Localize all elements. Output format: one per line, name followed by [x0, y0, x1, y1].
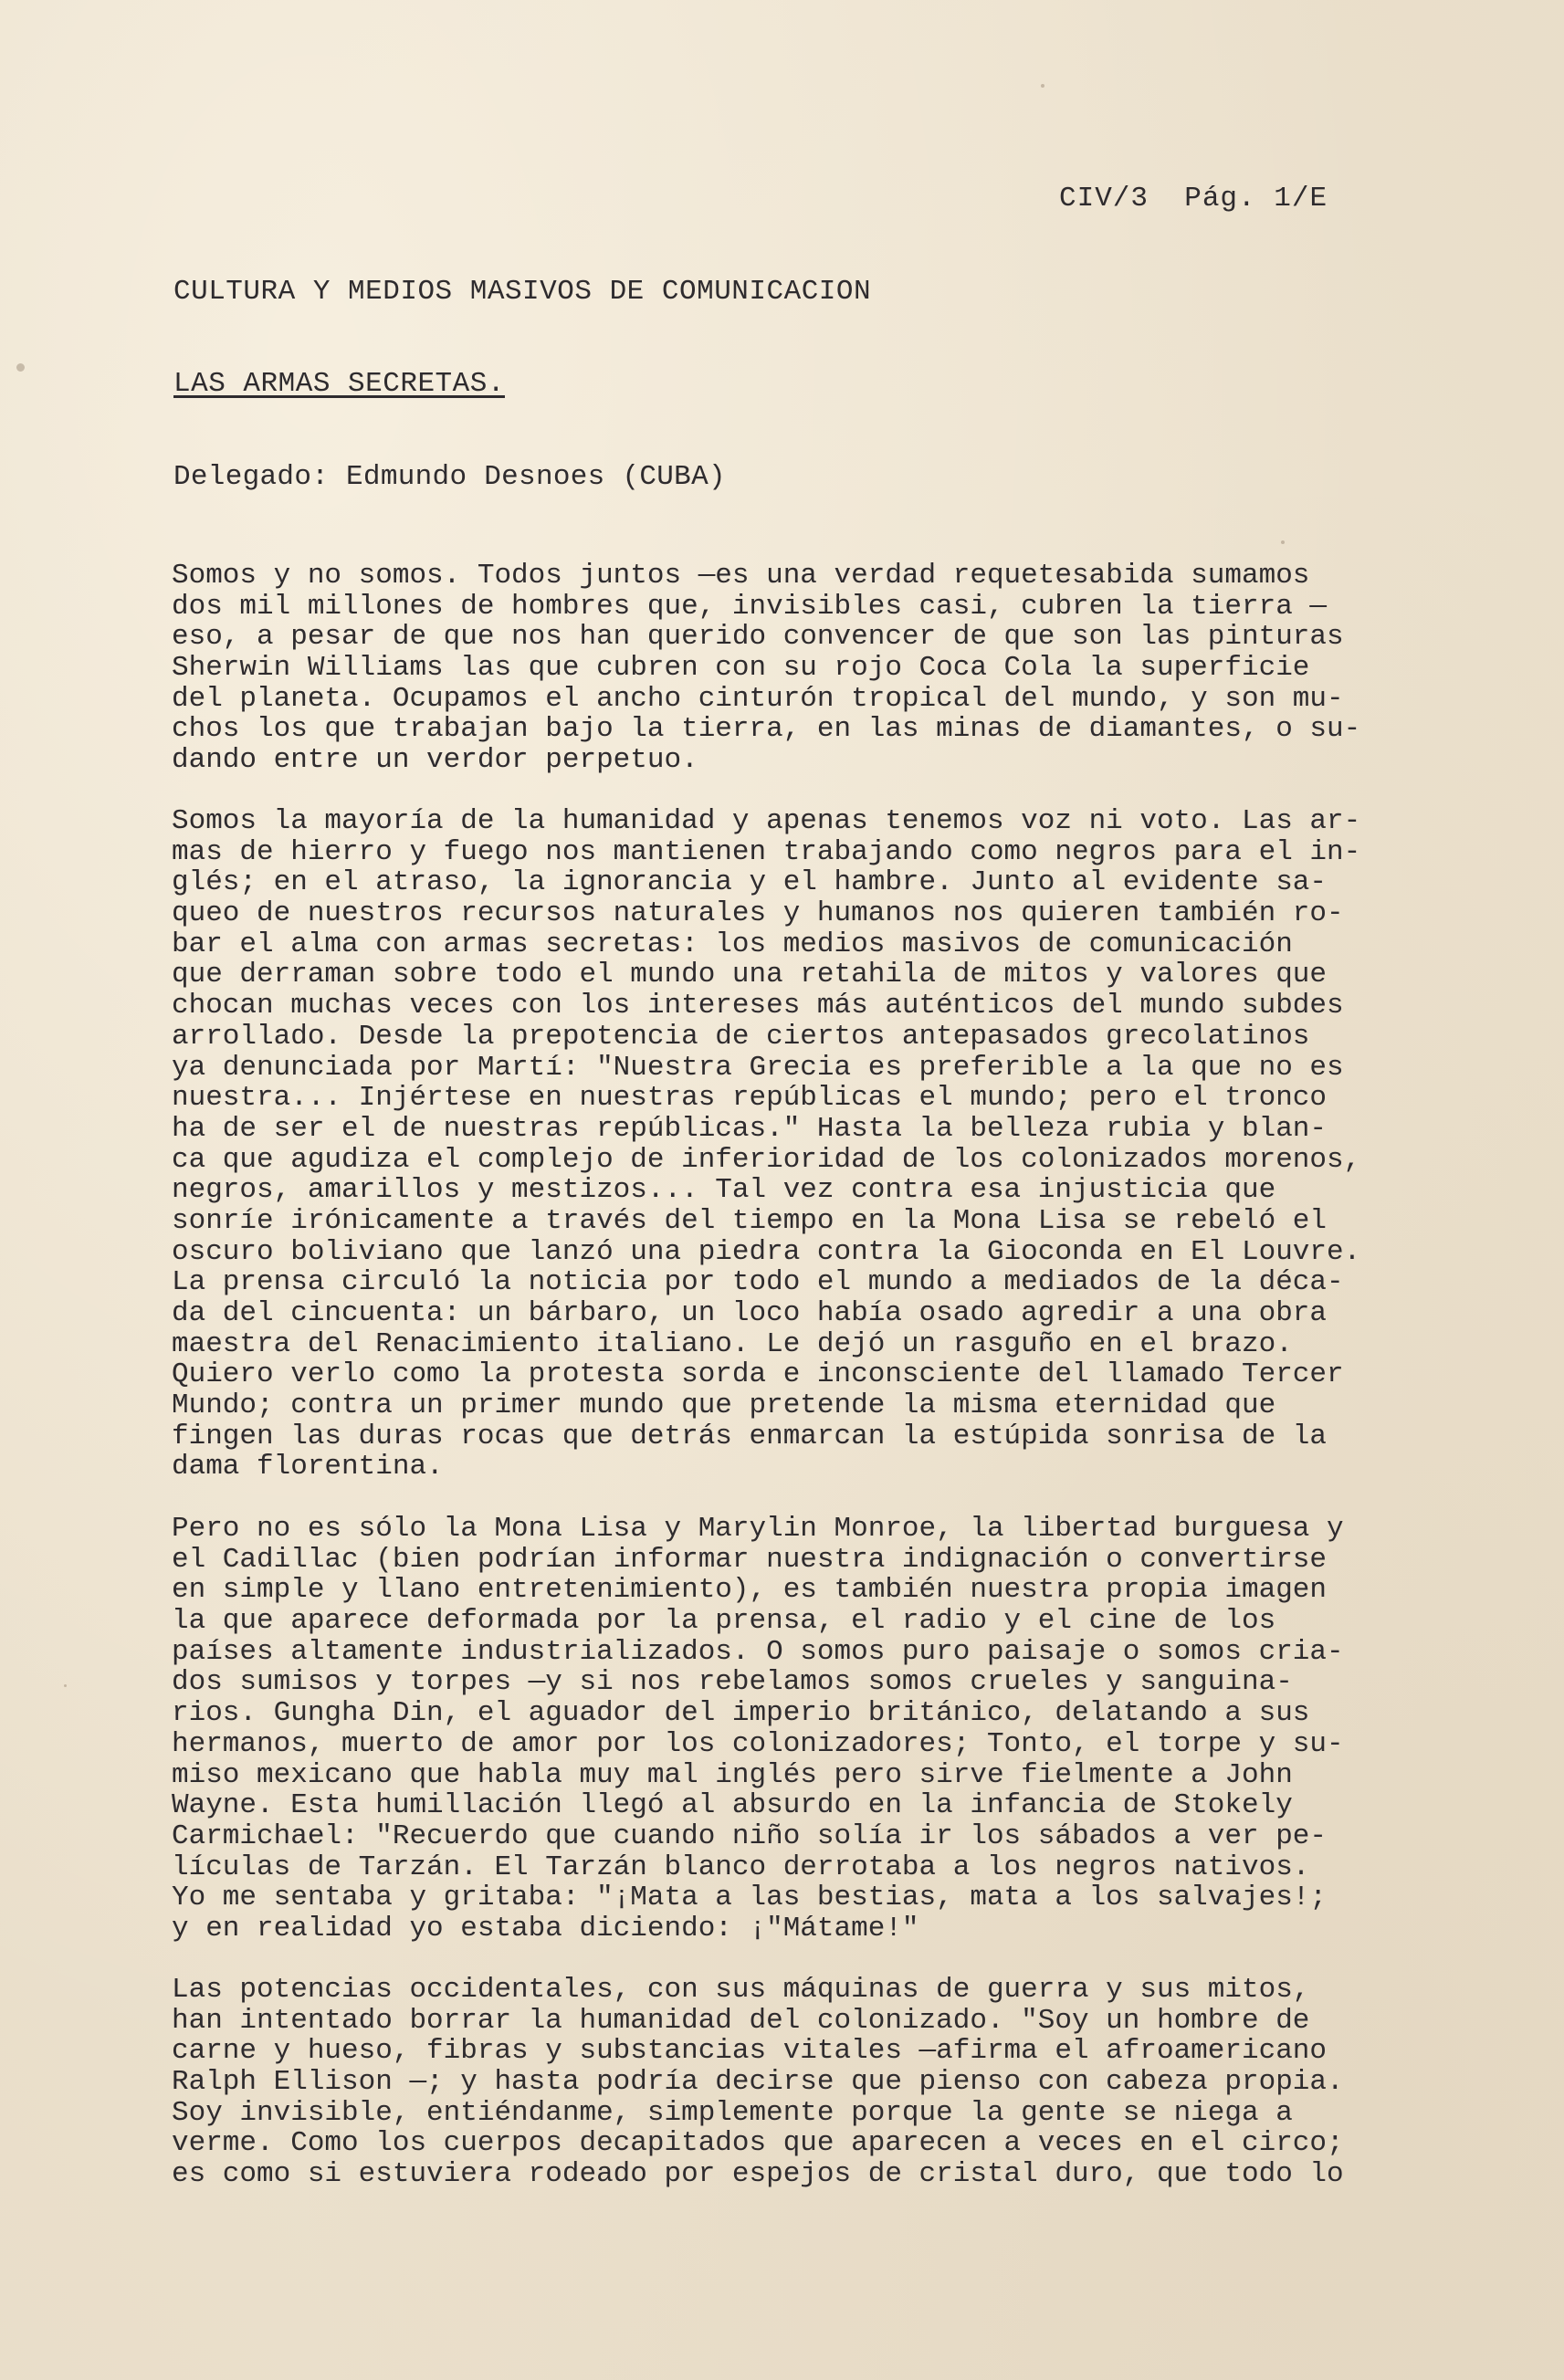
- text-line: oscuro boliviano que lanzó una piedra contra la Gioconda en El Louvre.: [172, 1235, 1361, 1268]
- paper-speck: [1041, 84, 1044, 88]
- text-line: el Cadillac (bien podrían informar nuestra indignación o convertirse: [172, 1543, 1328, 1576]
- paper-speck: [1281, 540, 1285, 544]
- section-title: CULTURA Y MEDIOS MASIVOS DE COMUNICACION: [173, 276, 872, 308]
- text-line: en simple y llano entretenimiento), es también nuestra propia imagen: [172, 1574, 1328, 1607]
- text-line: nuestra... Injértese en nuestras repúblicas el mundo; pero el tronco: [172, 1082, 1328, 1115]
- text-line: ha de ser el de nuestras repúblicas." Hasta la belleza rubia y blan-: [172, 1112, 1328, 1145]
- paragraph-3: [172, 1514, 1505, 1945]
- text-line: carne y hueso, fibras y substancias vitales —afirma el afroamericano: [172, 2035, 1328, 2068]
- text-line: Yo me sentaba y gritaba: "¡Mata a las bestias, mata a los salvajes!;: [172, 1882, 1328, 1914]
- paper-speck: [64, 1684, 67, 1687]
- paragraph-1: [172, 561, 1505, 776]
- text-line: Wayne. Esta humillación llegó al absurdo en la infancia de Stokely: [172, 1789, 1293, 1822]
- text-line: Mundo; contra un primer mundo que pretende la misma eternidad que: [172, 1389, 1276, 1422]
- text-line: chocan muchas veces con los intereses más auténticos del mundo subdes: [172, 990, 1344, 1022]
- text-line: dos mil millones de hombres que, invisibles casi, cubren la tierra —: [172, 590, 1328, 623]
- text-line: Las potencias occidentales, con sus máquinas de guerra y sus mitos,: [172, 1974, 1310, 2006]
- text-line: que derraman sobre todo el mundo una retahila de mitos y valores que: [172, 959, 1328, 991]
- text-line: ca que agudiza el complejo de inferioridad de los colonizados morenos,: [172, 1143, 1361, 1176]
- text-line: arrollado. Desde la prepotencia de ciertos antepasados grecolatinos: [172, 1020, 1310, 1053]
- delegate-line: Delegado: Edmundo Desnoes (CUBA): [173, 461, 726, 493]
- text-line: bar el alma con armas secretas: los medios masivos de comunicación: [172, 928, 1293, 960]
- text-line: ya denunciada por Martí: "Nuestra Grecia es preferible a la que no es: [172, 1051, 1344, 1084]
- text-line: del planeta. Ocupamos el ancho cinturón tropical del mundo, y son mu-: [172, 682, 1344, 715]
- text-line: negros, amarillos y mestizos... Tal vez contra esa injusticia que: [172, 1174, 1276, 1207]
- text-line: dama florentina.: [172, 1451, 444, 1484]
- text-line: Soy invisible, entiéndanme, simplemente porque la gente se niega a: [172, 2096, 1293, 2129]
- text-line: Somos la mayoría de la humanidad y apenas tenemos voz ni voto. Las ar-: [172, 805, 1361, 837]
- text-line: hermanos, muerto de amor por los colonizadores; Tonto, el torpe y su-: [172, 1727, 1344, 1760]
- text-line: dos sumisos y torpes —y si nos rebelamos somos crueles y sanguina-: [172, 1666, 1293, 1699]
- text-line: Quiero verlo como la protesta sorda e inconsciente del llamado Tercer: [172, 1358, 1344, 1391]
- paragraph-4: [172, 1975, 1505, 2190]
- text-line: es como si estuviera rodeado por espejos de cristal duro, que todo lo: [172, 2158, 1344, 2191]
- text-line: eso, a pesar de que nos han querido convencer de que son las pinturas: [172, 621, 1344, 654]
- text-line: sonríe irónicamente a través del tiempo en la Mona Lisa se rebeló el: [172, 1204, 1328, 1237]
- text-line: verme. Como los cuerpos decapitados que aparecen a veces en el circo;: [172, 2127, 1344, 2160]
- text-line: Carmichael: "Recuerdo que cuando niño solía ir los sábados a ver pe-: [172, 1819, 1328, 1852]
- essay-title: LAS ARMAS SECRETAS.: [173, 368, 505, 400]
- text-line: maestra del Renacimiento italiano. Le dejó un rasguño en el brazo.: [172, 1327, 1293, 1360]
- paragraph-2: [172, 806, 1505, 1483]
- text-line: chos los que trabajan bajo la tierra, en las minas de diamantes, o su-: [172, 713, 1361, 746]
- text-line: fingen las duras rocas que detrás enmarcan la estúpida sonrisa de la: [172, 1420, 1328, 1452]
- text-line: y en realidad yo estaba diciendo: ¡"Mátame!": [172, 1912, 919, 1945]
- paper-speck: [16, 363, 25, 372]
- text-line: países altamente industrializados. O somos puro paisaje o somos cria-: [172, 1635, 1344, 1668]
- text-line: la que aparece deformada por la prensa, el radio y el cine de los: [172, 1605, 1276, 1638]
- text-line: lículas de Tarzán. El Tarzán blanco derrotaba a los negros nativos.: [172, 1851, 1310, 1883]
- text-line: da del cincuenta: un bárbaro, un loco había osado agredir a una obra: [172, 1297, 1328, 1329]
- text-line: glés; en el atraso, la ignorancia y el hambre. Junto al evidente sa-: [172, 866, 1328, 899]
- document-page-reference: CIV/3 Pág. 1/E: [1059, 183, 1328, 215]
- text-line: dando entre un verdor perpetuo.: [172, 744, 698, 777]
- text-line: Ralph Ellison —; y hasta podría decirse que pienso con cabeza propia.: [172, 2066, 1344, 2099]
- text-line: Somos y no somos. Todos juntos —es una verdad requetesabida sumamos: [172, 560, 1310, 592]
- text-line: Pero no es sólo la Mona Lisa y Marylin Monroe, la libertad burguesa y: [172, 1513, 1344, 1545]
- text-line: han intentado borrar la humanidad del colonizado. "Soy un hombre de: [172, 2004, 1310, 2037]
- text-line: rios. Gungha Din, el aguador del imperio británico, delatando a sus: [172, 1697, 1310, 1730]
- text-line: queo de nuestros recursos naturales y humanos nos quieren también ro-: [172, 897, 1344, 930]
- text-line: Sherwin Williams las que cubren con su rojo Coca Cola la superficie: [172, 652, 1310, 685]
- text-line: mas de hierro y fuego nos mantienen trabajando como negros para el in-: [172, 835, 1361, 868]
- text-line: miso mexicano que habla muy mal inglés pero sirve fielmente a John: [172, 1758, 1293, 1791]
- text-line: La prensa circuló la noticia por todo el mundo a mediados de la déca-: [172, 1266, 1344, 1299]
